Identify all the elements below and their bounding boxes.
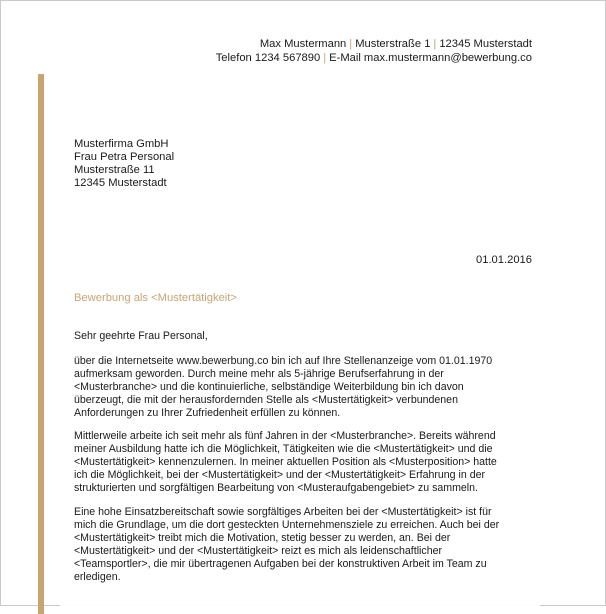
sender-block (216, 37, 532, 65)
paragraph-line: Mittlerweile arbeite ich seit mehr als fünf Jahren in der <Musterbranche>. Bereits während (74, 430, 496, 443)
letter-date: 01.01.2016 (476, 254, 532, 266)
sender-contact-line (216, 51, 532, 65)
accent-bar (38, 74, 44, 614)
separator: | (349, 38, 353, 50)
paragraph-line: überzeugt, die mit der herausfordernden Stelle als <Mustertätigkeit> verbundenen (74, 393, 458, 406)
separator: | (323, 52, 327, 64)
sender-phone: Telefon 1234 567890 (215, 52, 321, 64)
body-paragraph (74, 506, 534, 583)
letter-subject: Bewerbung als <Mustertätigkeit> (74, 292, 237, 304)
paragraphs (74, 355, 534, 584)
recipient-contact: Frau Petra Personal (74, 151, 175, 163)
paragraph-line: erledigen. (74, 570, 121, 583)
sender-city: 12345 Musterstadt (439, 38, 532, 50)
paragraph-line: aufmerksam geworden. Durch meine mehr als 5-jährige Berufserfahrung in der (74, 367, 444, 380)
sender-street: Musterstraße 1 (355, 38, 431, 50)
recipient-street: Musterstraße 11 (74, 164, 155, 176)
bottom-fade (60, 598, 540, 606)
paragraph-line: <Musterbranche> und die kontinuierliche, selbständige Weiterbildung bin ich davon (74, 380, 464, 393)
paragraph-line: über die Internetseite www.bewerbung.co bin ich auf Ihre Stellenanzeige vom 01.01.1970 (74, 354, 493, 367)
paragraph-line: Eine hohe Einsatzbereitschaft sowie sorgfältiges Arbeiten bei der <Mustertätigkeit> ist für (74, 505, 492, 518)
sender-name: Max Mustermann (259, 38, 347, 50)
recipient-company: Musterfirma GmbH (74, 138, 169, 150)
letter-body (74, 330, 534, 594)
paragraph-line: strukturierten und sorgfältigen Bearbeitung von <Musteraufgabengebiet> zu sammeln. (74, 482, 478, 495)
paragraph-line: <Teamsportler>, die mir übertragenen Aufgaben bei der konstruktiven Arbeit im Team zu (74, 557, 487, 570)
paragraph-line: mich die Grundlage, um die dort gesteckten Unternehmensziele zu erreichen. Auch bei der (74, 518, 500, 531)
paragraph-line: ich die Möglichkeit, bei der <Mustertätigkeit> und der <Mustertätigkeit> Erfahrung in der (74, 469, 486, 482)
paragraph-line: meiner Ausbildung hatte ich die Möglichkeit, Tätigkeiten wie die <Mustertätigkeit> und die (74, 443, 493, 456)
paragraph-line: <Mustertätigkeit> und der <Mustertätigkeit> reizt es mich als leidenschaftlicher (74, 544, 443, 557)
recipient-city: 12345 Musterstadt (74, 177, 167, 189)
paragraph-line: <Mustertätigkeit> kennenzulernen. In meiner aktuellen Position als <Musterposition> hatte (74, 456, 497, 469)
sender-address-line (216, 37, 532, 51)
body-paragraph (74, 430, 534, 495)
salutation: Sehr geehrte Frau Personal, (74, 330, 208, 342)
paragraph-line: Anforderungen zu Ihrer Zufriedenheit erfüllen zu können. (74, 406, 341, 419)
separator: | (433, 38, 437, 50)
recipient-block (74, 138, 174, 190)
body-paragraph (74, 355, 534, 420)
sender-email: E-Mail max.mustermann@bewerbung.co (329, 52, 532, 64)
paragraph-line: <Mustertätigkeit> treibt mich die Motivation, stetig besser zu werden, an. Bei der (74, 531, 451, 544)
